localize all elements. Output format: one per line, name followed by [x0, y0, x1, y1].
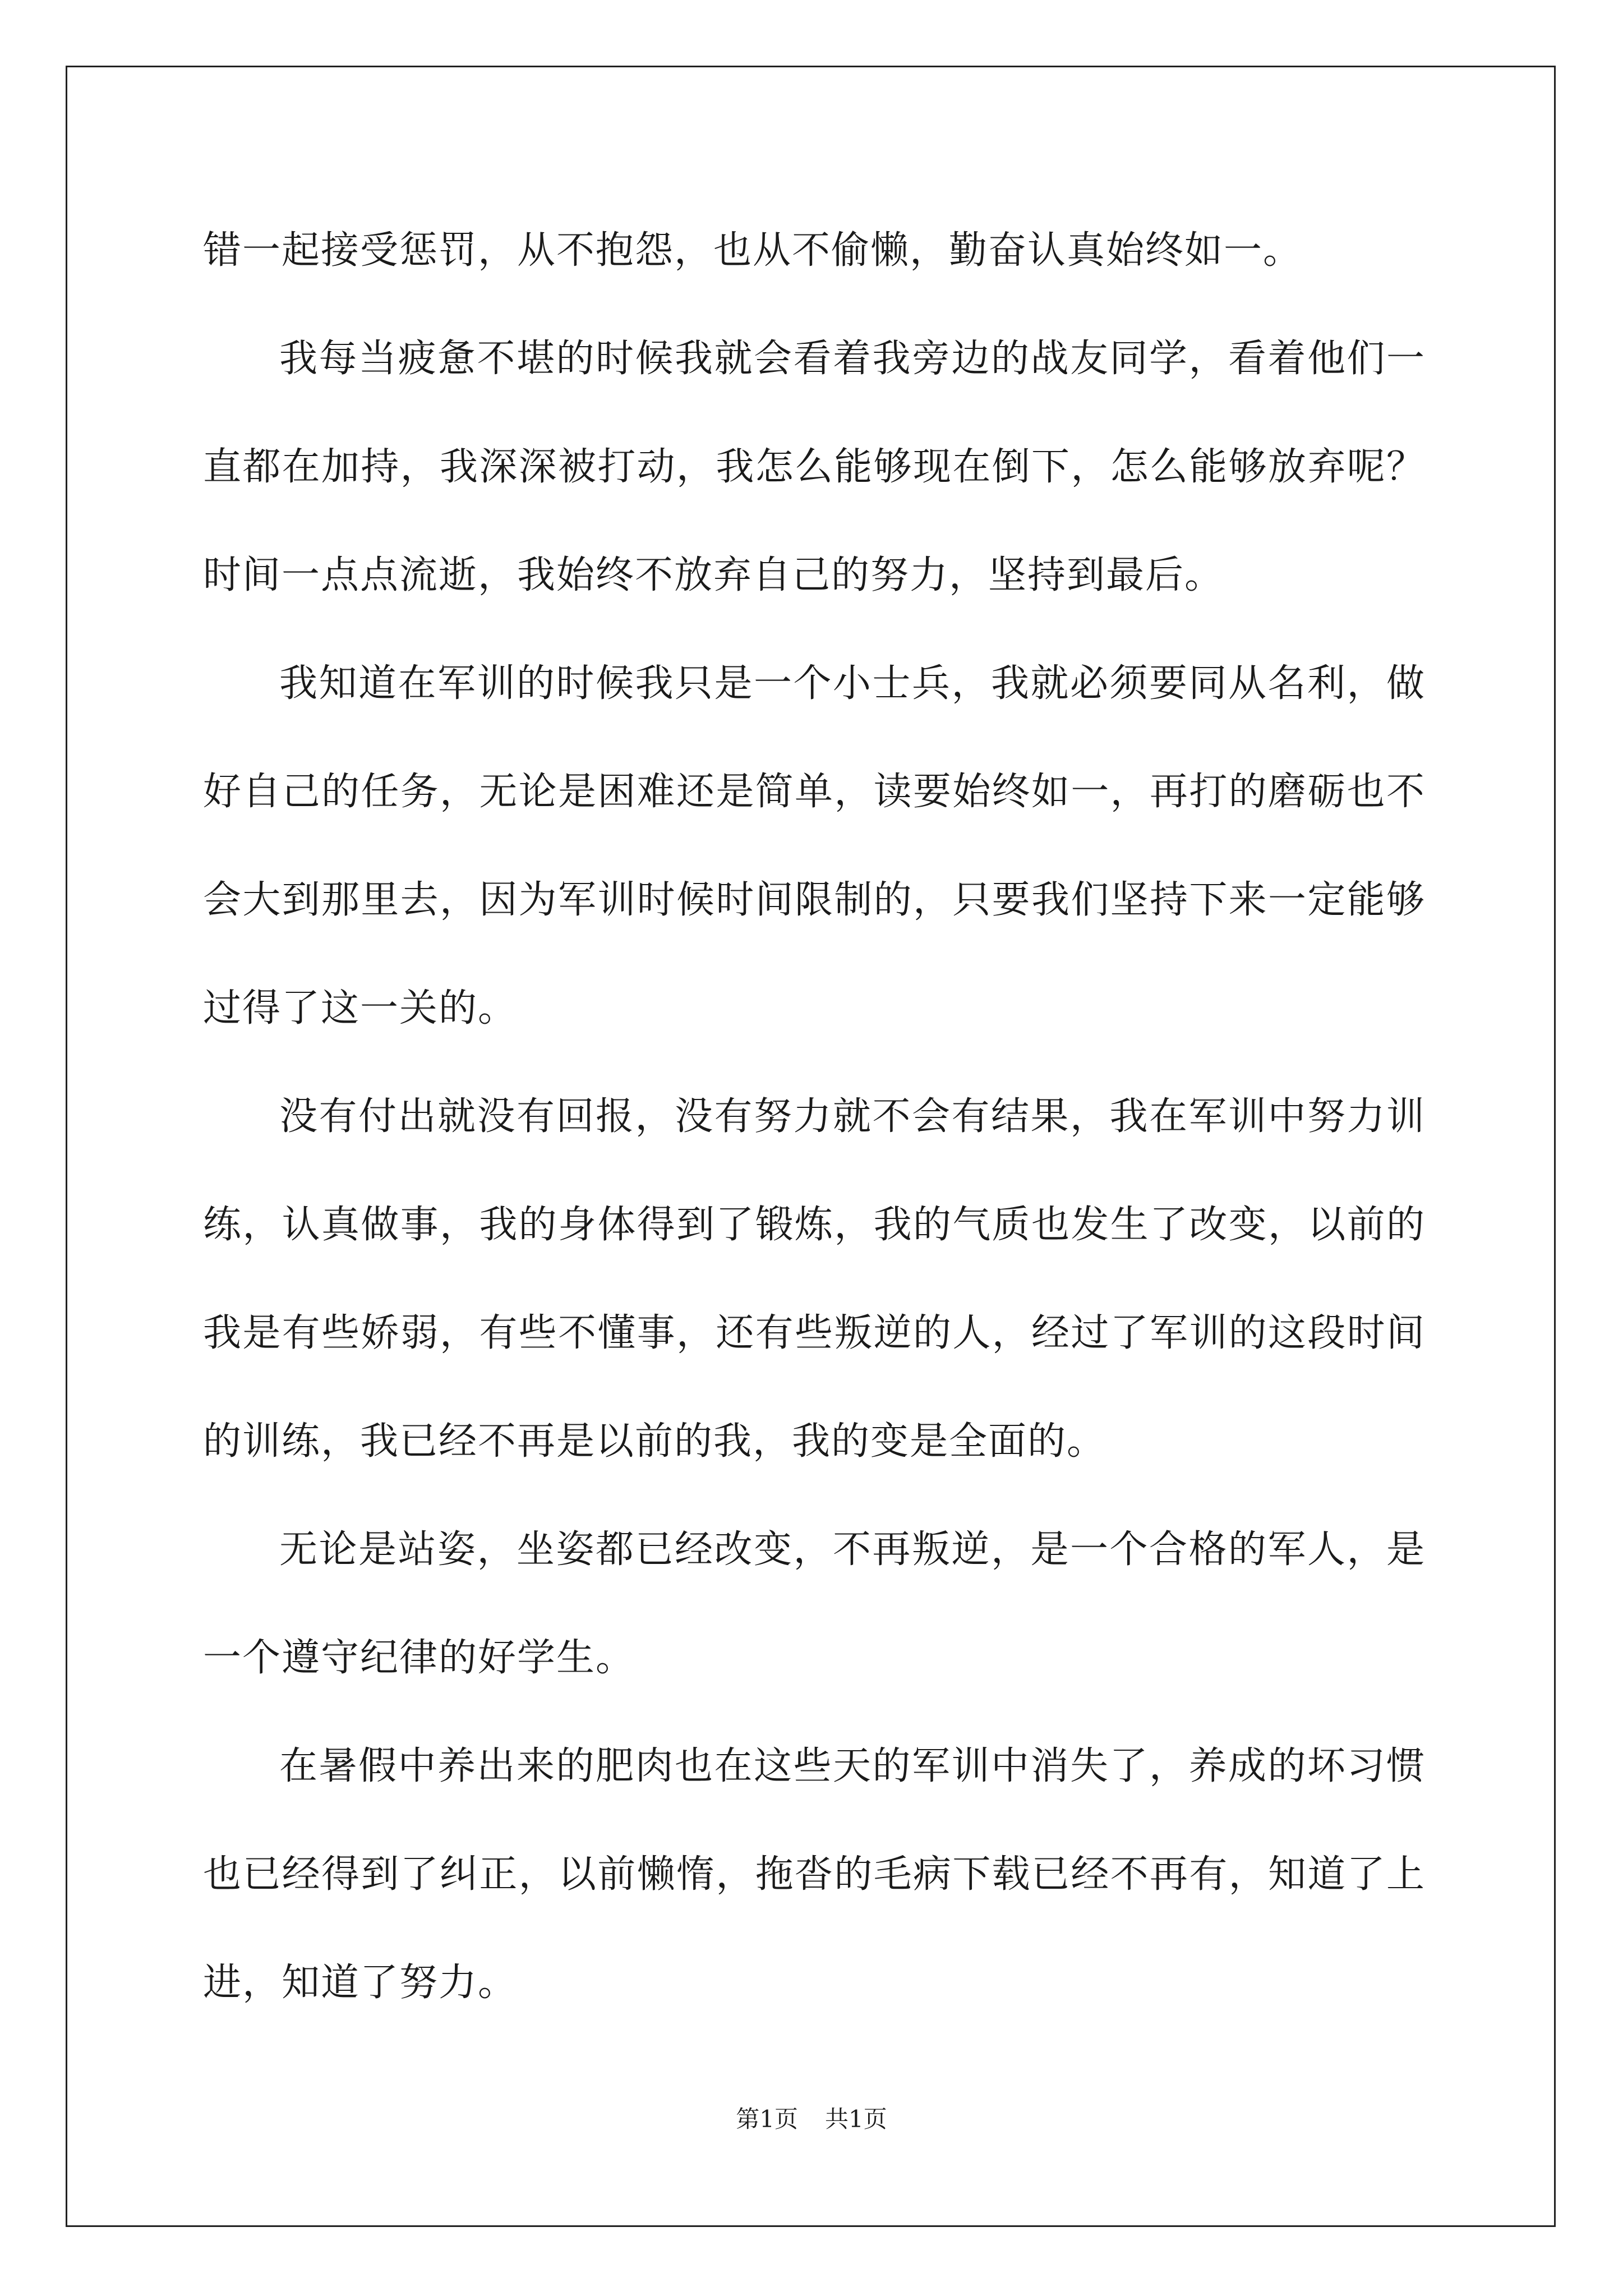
paragraph-3: 我知道在军训的时候我只是一个小士兵，我就必须要同从名利，做好自己的任务，无论是困难还是简单，读要始终如一，再打的磨砺也不会大到那里去，因为军训时候时间限制的，只要我们坚持下来一定能够过得了这一关的。 — [203, 661, 1426, 1030]
paragraph-6: 在暑假中养出来的肥肉也在这些天的军训中消失了，养成的坏习惯也已经得到了纠正，以前懒惰，拖沓的毛病下载已经不再有，知道了上进，知道了努力。 — [203, 1744, 1426, 2005]
paragraph-4: 没有付出就没有回报，没有努力就不会有结果，我在军训中努力训练，认真做事，我的身体得到了锻炼，我的气质也发生了改变，以前的我是有些娇弱，有些不懂事，还有些叛逆的人，经过了军训的这段时间的训练，我已经不再是以前的我，我的变是全面的。 — [203, 1094, 1426, 1464]
paragraph-1: 错一起接受惩罚，从不抱怨，也从不偷懒，勤奋认真始终如一。 — [203, 228, 1303, 273]
page-number-total: 共1页 — [825, 2105, 887, 2133]
paragraph-2: 我每当疲惫不堪的时候我就会看着我旁边的战友同学，看着他们一直都在加持，我深深被打动，我怎么能够现在倒下，怎么能够放弃呢？时间一点点流逝，我始终不放弃自己的努力，坚持到最后。 — [203, 337, 1426, 597]
page-number-current: 第1页 — [736, 2105, 798, 2133]
page-footer — [0, 2101, 1623, 2134]
document-body — [203, 196, 1426, 2037]
paragraph-5: 无论是站姿，坐姿都已经改变，不再叛逆，是一个合格的军人，是一个遵守纪律的好学生。 — [203, 1527, 1426, 1680]
